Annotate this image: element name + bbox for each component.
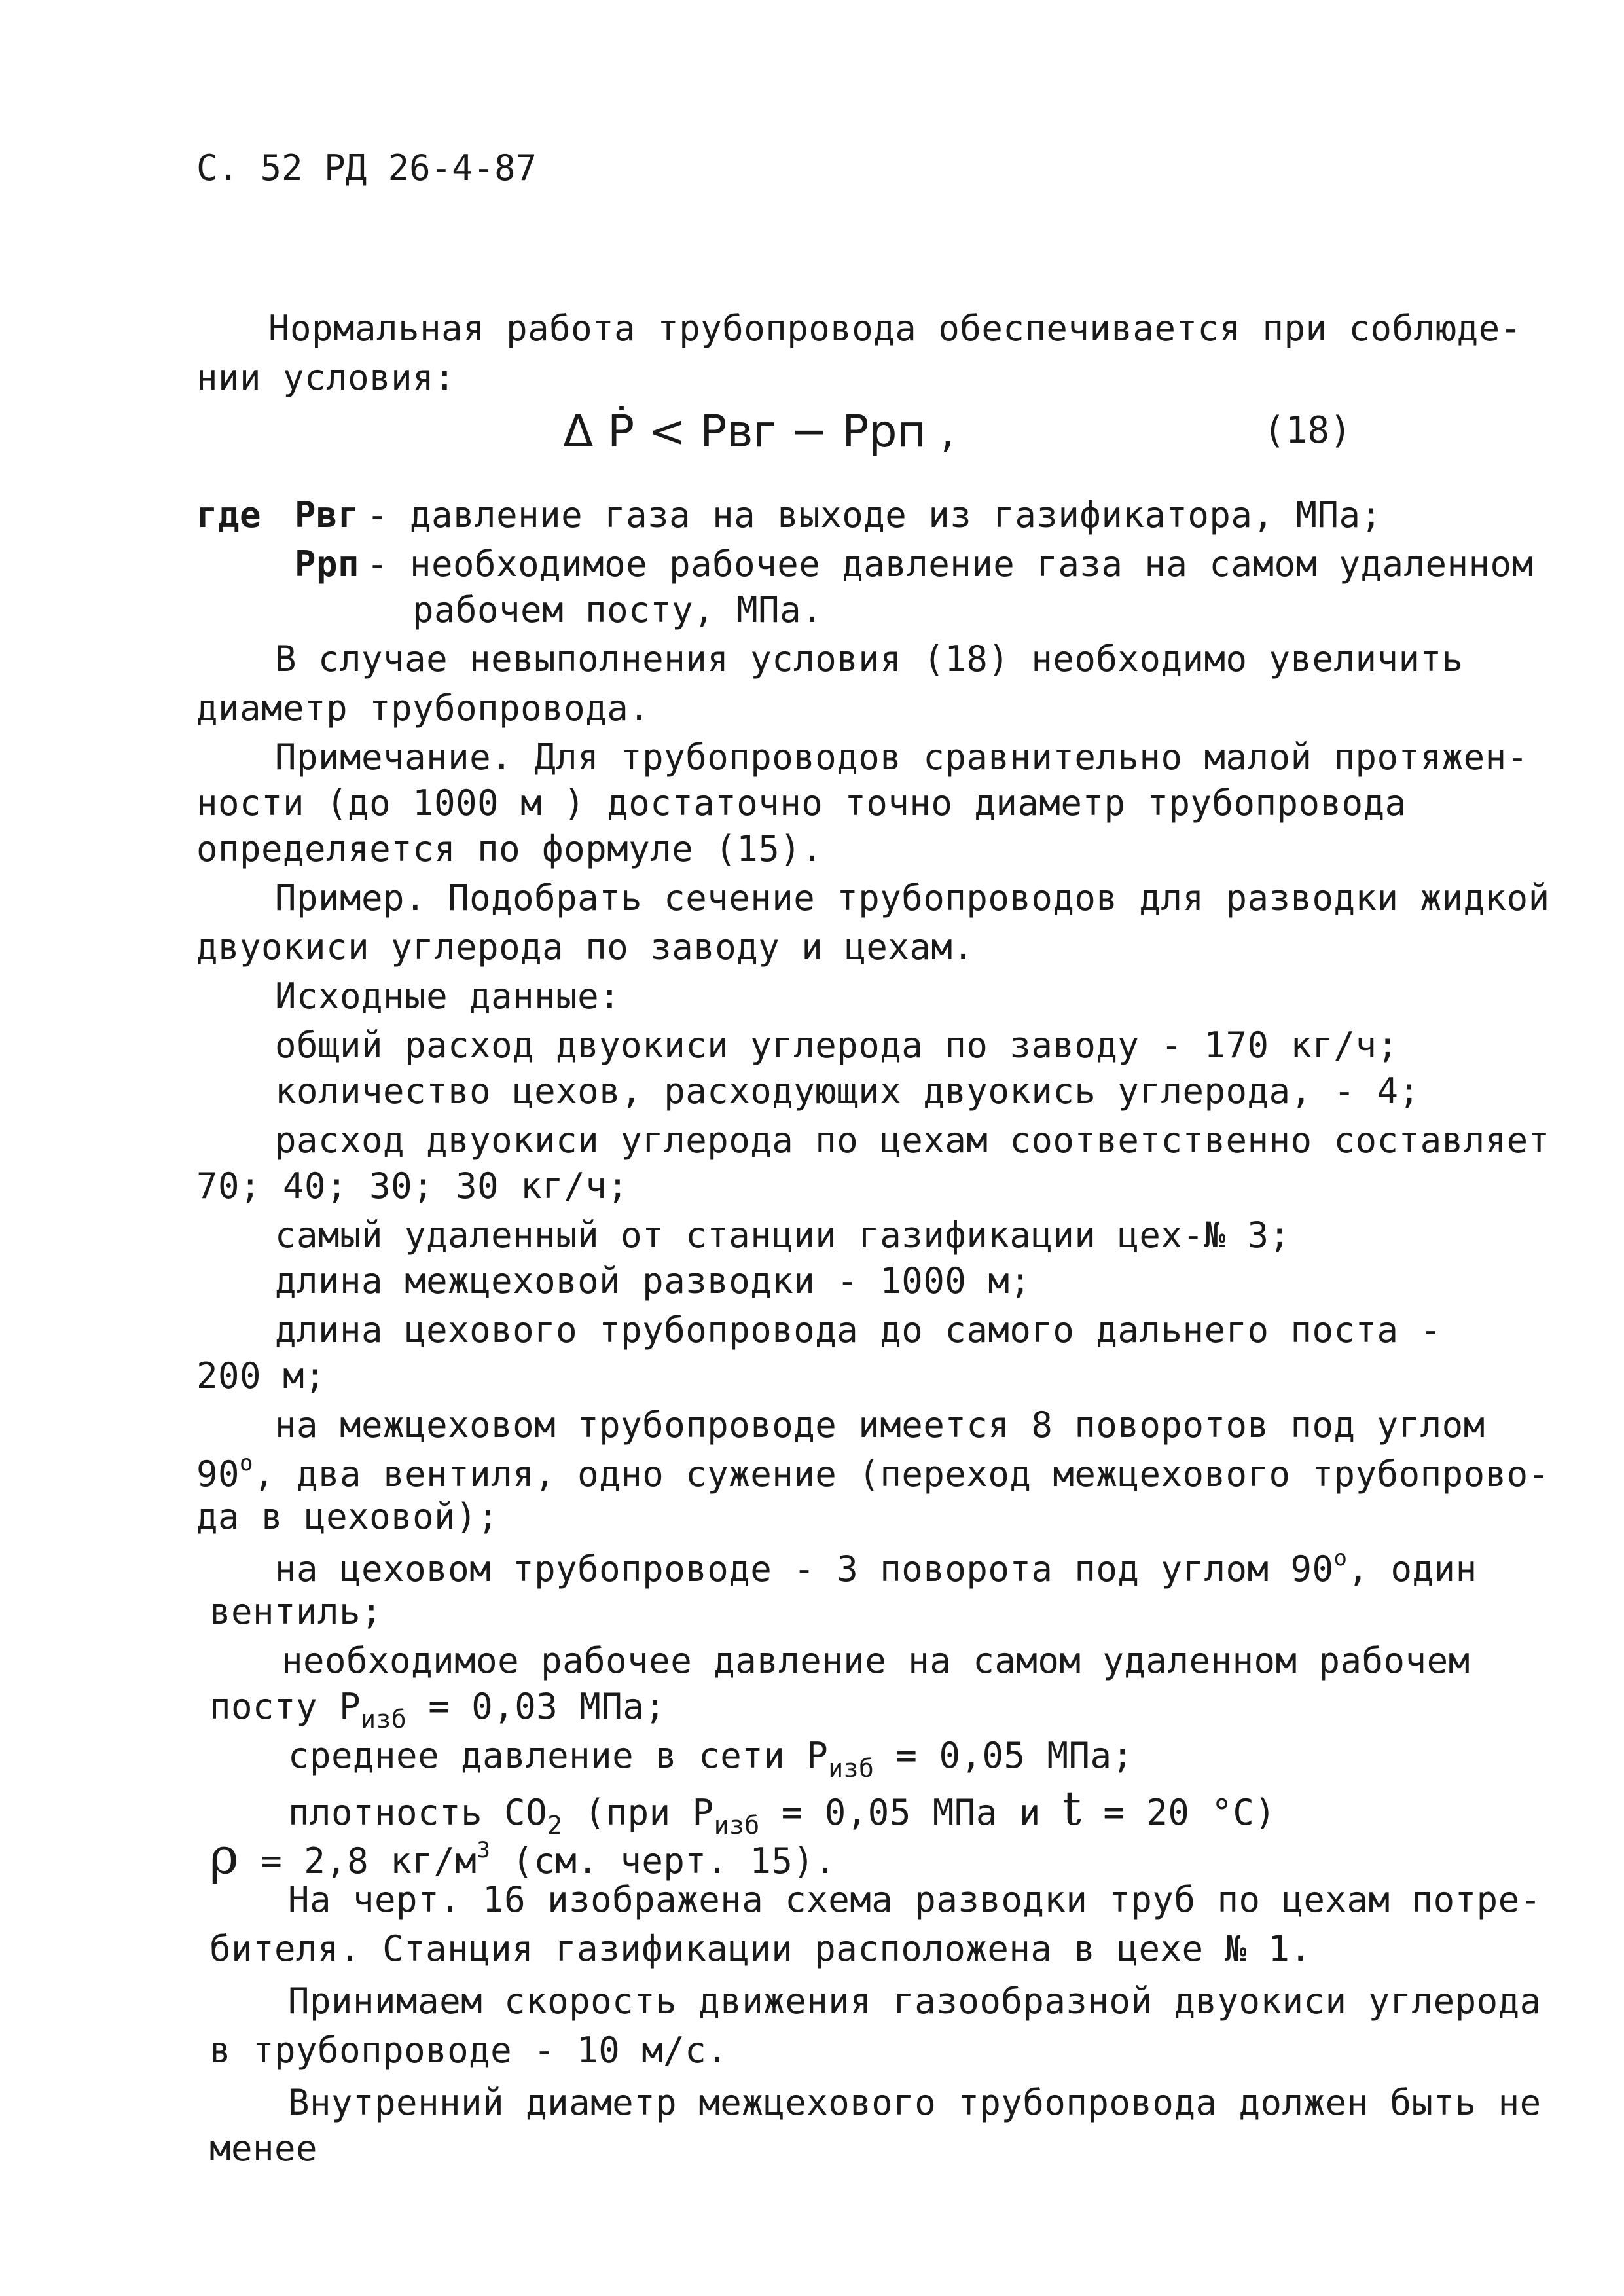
list-item: длина цехового трубопровода до самого дальнего поста - bbox=[275, 1309, 1442, 1351]
list-item-cont: 70; 40; 30; 30 кг/ч; bbox=[196, 1165, 629, 1207]
note-line: ности (до 1000 м ) достаточно точно диаметр трубопровода bbox=[196, 782, 1407, 824]
initial-data-heading: Исходные данные: bbox=[275, 975, 621, 1017]
text-run: плотность CO bbox=[288, 1792, 548, 1833]
list-item: расход двуокиси углерода по цехам соответственно составляет bbox=[275, 1120, 1550, 1161]
subscript: 2 bbox=[547, 1811, 563, 1840]
list-item: самый удаленный от станции газификации цех-№ 3; bbox=[275, 1214, 1291, 1256]
list-item-cont bbox=[196, 1450, 1550, 1495]
degree-mark: о bbox=[1333, 1545, 1348, 1571]
formula-op: < bbox=[648, 406, 686, 458]
formula-comma: , bbox=[940, 406, 955, 458]
degree-mark: о bbox=[240, 1450, 254, 1476]
example-line: Пример. Подобрать сечение трубопроводов для разводки жидкой bbox=[275, 877, 1550, 919]
text-run: (см. черт. 15). bbox=[490, 1840, 837, 1882]
formula-term-b: Pрп bbox=[842, 406, 927, 458]
text-run: , два вентиля, одно сужение (переход межцехового трубопрово- bbox=[253, 1453, 1550, 1495]
formula-18 bbox=[563, 406, 954, 458]
text-run: = 2,8 кг/м bbox=[239, 1840, 477, 1882]
paragraph-line: Внутренний диаметр межцехового трубопровода должен быть не bbox=[288, 2082, 1542, 2123]
density-symbol: ρ bbox=[209, 1827, 240, 1885]
paragraph-line: бителя. Станция газификации расположена в цехе № 1. bbox=[209, 1928, 1312, 1969]
paragraph-line: В случае невыполнения условия (18) необходимо увеличить bbox=[275, 638, 1464, 680]
list-item-cont: да в цеховой); bbox=[196, 1496, 499, 1537]
text-run: = 20 °C) bbox=[1081, 1792, 1276, 1833]
text-run: = 0,05 МПа; bbox=[874, 1735, 1134, 1776]
text-run: = 0,05 МПа и bbox=[759, 1792, 1062, 1833]
text-run: (при P bbox=[562, 1792, 714, 1833]
where-p2-cont: рабочем посту, МПа. bbox=[412, 589, 823, 630]
where-word: где bbox=[196, 494, 262, 536]
subscript: изб bbox=[713, 1811, 760, 1840]
paragraph-line: нии условия: bbox=[196, 357, 456, 398]
page-header: С. 52 РД 26-4-87 bbox=[196, 147, 537, 189]
example-line: двуокиси углерода по заводу и цехам. bbox=[196, 926, 975, 968]
formula-minus: − bbox=[790, 406, 828, 458]
paragraph-line: Нормальная работа трубопровода обеспечивается при соблюде- bbox=[268, 308, 1522, 349]
list-item: количество цехов, расходующих двуокись углерода, - 4; bbox=[275, 1070, 1420, 1112]
paragraph-line: На черт. 16 изображена схема разводки труб по цехам потре- bbox=[288, 1879, 1542, 1920]
text-run: посту P bbox=[209, 1686, 361, 1727]
list-item-cont: вентиль; bbox=[209, 1591, 383, 1632]
list-item-cont bbox=[209, 1827, 836, 1885]
list-item: необходимое рабочее давление на самом удаленном рабочем bbox=[281, 1640, 1470, 1681]
list-item-cont bbox=[209, 1686, 666, 1734]
list-item: на межцеховом трубопроводе имеется 8 поворотов под углом bbox=[275, 1404, 1485, 1446]
list-item bbox=[275, 1545, 1477, 1590]
note-line: определяется по формуле (15). bbox=[196, 828, 823, 869]
where-p1-symbol: Pвг bbox=[295, 494, 360, 536]
list-item bbox=[288, 1735, 1134, 1783]
formula-term-a: Pвг bbox=[700, 406, 777, 458]
list-item: длина межцеховой разводки - 1000 м; bbox=[275, 1260, 1032, 1302]
list-item-cont: 200 м; bbox=[196, 1355, 327, 1396]
text-run: = 0,03 МПа; bbox=[406, 1686, 666, 1727]
where-p1-text: - давление газа на выходе из газификатора, МПа; bbox=[367, 494, 1382, 536]
temperature-symbol: t bbox=[1062, 1781, 1082, 1836]
formula-lhs: Δ Ṗ bbox=[563, 406, 635, 458]
paragraph-line: менее bbox=[209, 2128, 318, 2169]
paragraph-line: диаметр трубопровода. bbox=[196, 687, 651, 729]
list-item: общий расход двуокиси углерода по заводу - 170 кг/ч; bbox=[275, 1025, 1399, 1066]
note-line: Примечание. Для трубопроводов сравнительно малой протяжен- bbox=[275, 737, 1528, 778]
text-run: среднее давление в сети P bbox=[288, 1735, 829, 1776]
text-run: на цеховом трубопроводе - 3 поворота под углом 90 bbox=[275, 1548, 1334, 1590]
subscript: изб bbox=[361, 1705, 407, 1734]
text-run: 90 bbox=[196, 1453, 240, 1495]
formula-number: (18) bbox=[1263, 409, 1352, 452]
where-p2-text: - необходимое рабочее давление газа на самом удаленном bbox=[367, 543, 1534, 585]
text-run: , один bbox=[1347, 1548, 1477, 1590]
paragraph-line: Принимаем скорость движения газообразной двуокиси углерода bbox=[288, 1980, 1542, 2022]
where-p2-symbol: Pрп bbox=[295, 543, 360, 585]
paragraph-line: в трубопроводе - 10 м/с. bbox=[209, 2030, 729, 2071]
superscript: 3 bbox=[477, 1837, 491, 1863]
subscript: изб bbox=[828, 1754, 875, 1783]
